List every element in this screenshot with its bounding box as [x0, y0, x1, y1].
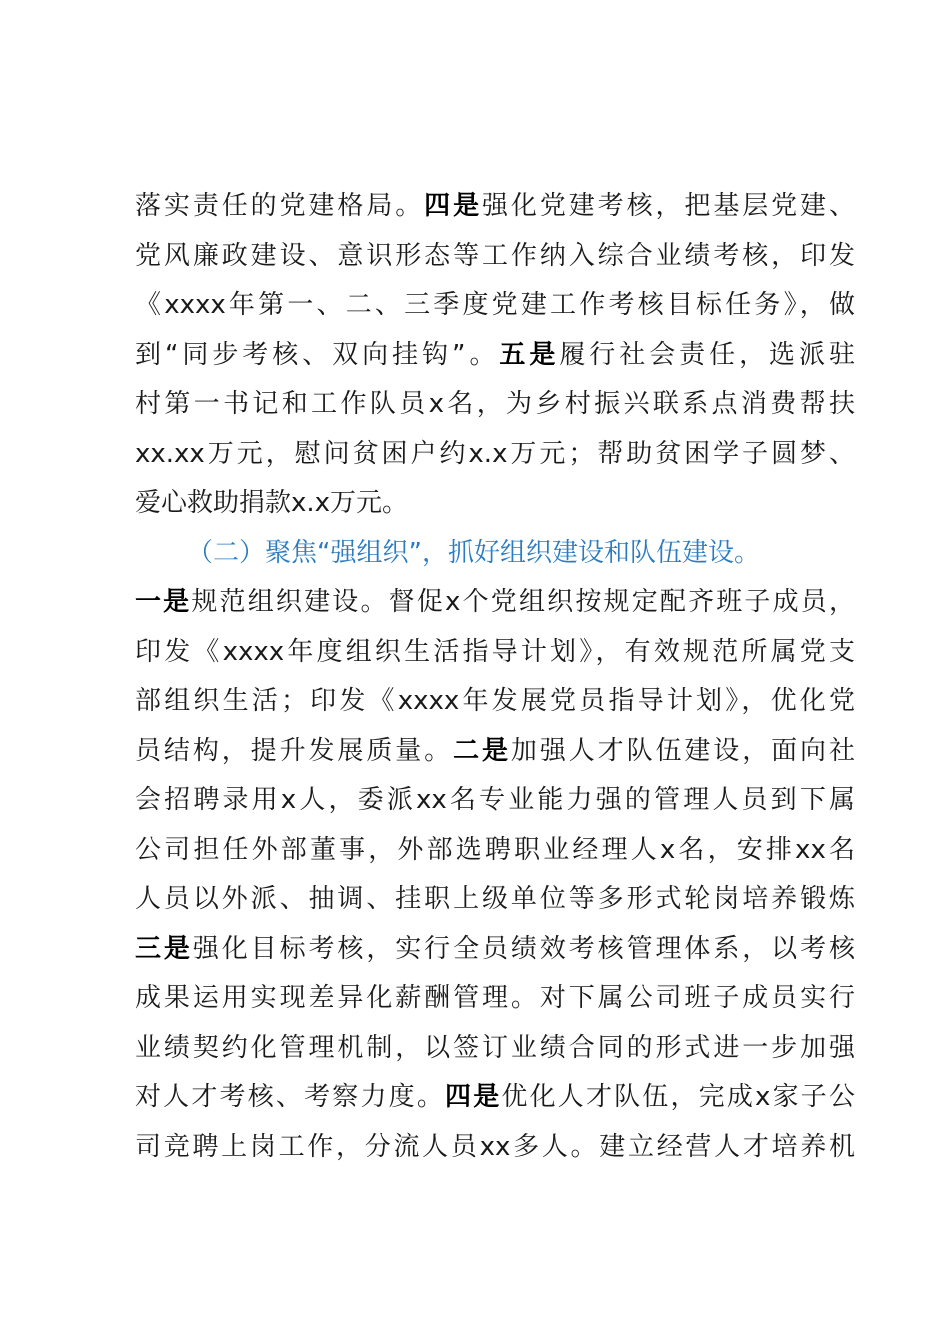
text-line [135, 1073, 855, 1123]
text-line: 成果运用实现差异化薪酬管理。对下属公司班子成员实行 [135, 983, 855, 1013]
text-run: 落实责任的党建格局。 [135, 191, 425, 221]
text-run: 加强人才队伍建设，面向社 [510, 735, 855, 766]
bold-marker: 五是 [499, 339, 560, 370]
text-run: 强化党建考核，把基层党建、 [482, 191, 855, 221]
text-line [135, 925, 855, 975]
text-line: 司竞聘上岗工作，分流人员xx多人。建立经营人才培养机 [135, 1131, 855, 1162]
bold-marker: 四是 [424, 191, 482, 221]
text-line: 部组织生活；印发《xxxx年发展党员指导计划》，优化党 [135, 686, 855, 716]
text-run: 规范组织建设。督促x个党组织按规定配齐班子成员， [191, 587, 855, 617]
section-heading: （二）聚焦“强组织”，抓好组织建设和队伍建设。 [187, 537, 760, 568]
bold-marker: 二是 [453, 735, 511, 766]
text-line: 业绩契约化管理机制，以签订业绩合同的形式进一步加强 [135, 1032, 855, 1063]
text-line [135, 727, 855, 777]
text-line: 党风廉政建设、意识形态等工作纳入综合业绩考核，印发 [135, 240, 855, 271]
bold-marker: 三是 [135, 933, 193, 964]
text-run: 履行社会责任，选派驻 [559, 339, 855, 370]
body-text [135, 182, 855, 1172]
text-run: 员结构，提升发展质量。 [135, 735, 454, 766]
bold-marker: 四是 [445, 1082, 502, 1112]
text-line: 印发《xxxx年度组织生活指导计划》，有效规范所属党支 [135, 636, 855, 667]
text-run: 强化目标考核，实行全员绩效考核管理体系，以考核 [192, 933, 855, 964]
text-line [135, 578, 855, 628]
text-line: xx.xx万元，慰问贫困户约x.x万元；帮助贫困学子圆梦、 [135, 438, 855, 469]
text-line [135, 331, 855, 381]
text-line: 公司担任外部董事，外部选聘职业经理人x名，安排xx名 [135, 834, 855, 865]
text-line: 《xxxx年第一、二、三季度党建工作考核目标任务》，做 [135, 290, 855, 320]
text-line: 村第一书记和工作队员x名，为乡村振兴联系点消费帮扶 [135, 389, 855, 419]
text-line: 会招聘录用x人，委派xx名专业能力强的管理人员到下属 [135, 785, 855, 815]
text-line: 爱心救助捐款x.x万元。 [135, 488, 409, 518]
text-run: 到“同步考核、双向挂钩”。 [135, 339, 500, 370]
text-line [135, 182, 855, 232]
text-line: 人员以外派、抽调、挂职上级单位等多形式轮岗培养锻炼 [135, 884, 855, 914]
text-run: 对人才考核、考察力度。 [135, 1082, 446, 1112]
text-run: 优化人才队伍，完成x家子公 [501, 1082, 855, 1112]
bold-marker: 一是 [135, 587, 192, 617]
